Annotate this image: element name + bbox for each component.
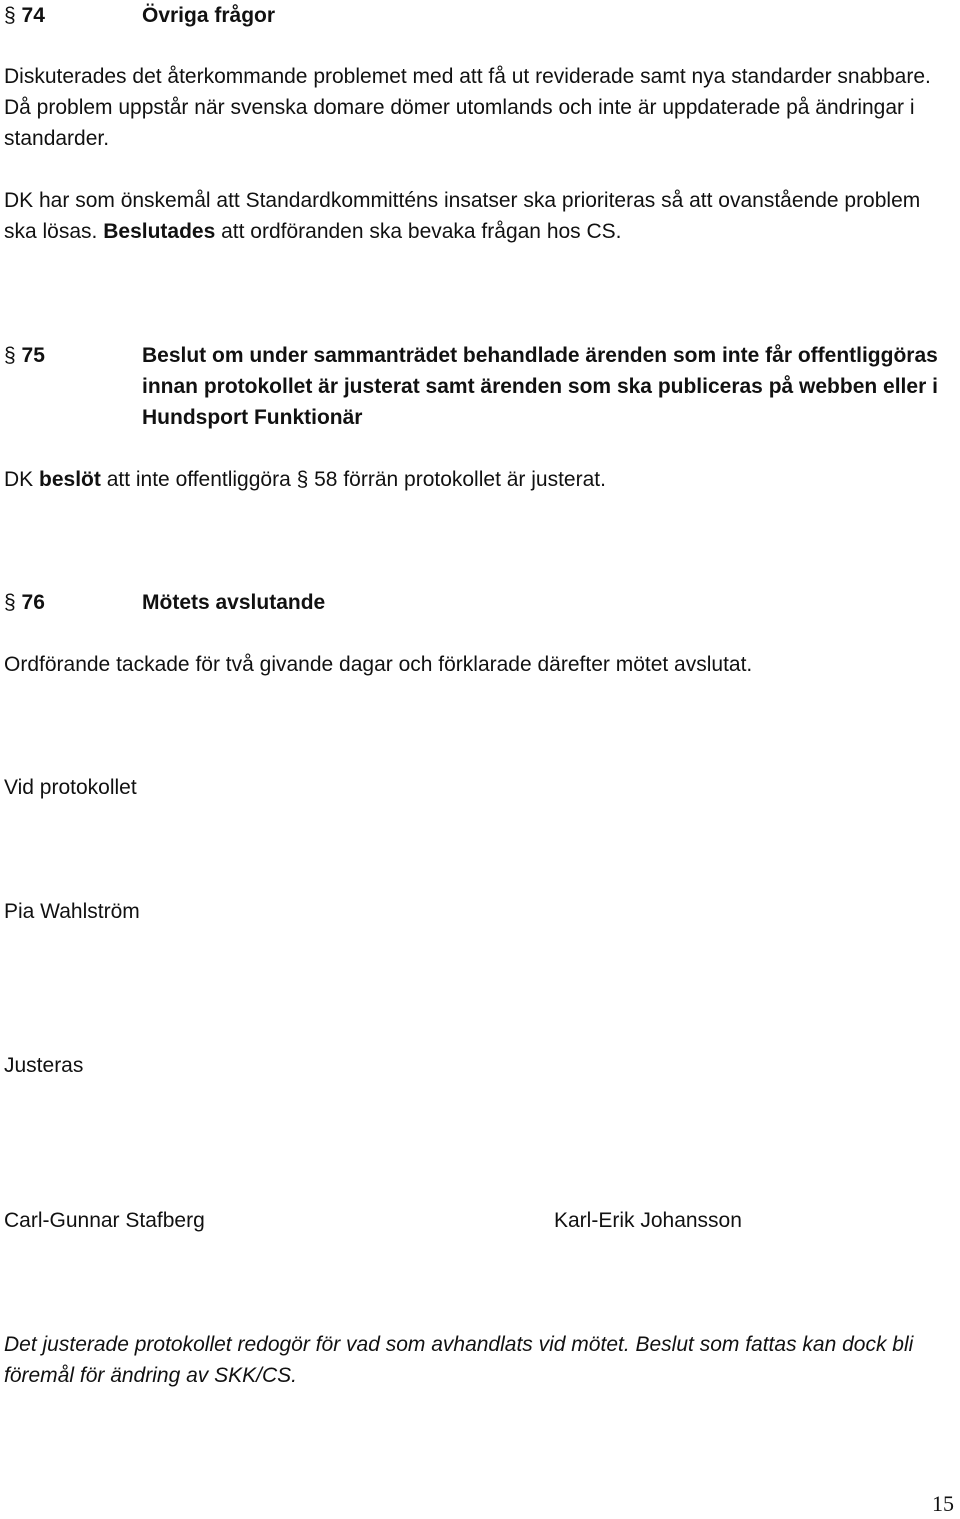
page-number: 15 bbox=[932, 1491, 954, 1516]
section-74-heading bbox=[4, 0, 948, 31]
footer-note: Det justerade protokollet redogör för vad som avhandlats vid mötet. Beslut som fattas kan dock bli föremål för ändring av SKK/CS. bbox=[4, 1333, 914, 1387]
section-74-number: § 74 bbox=[4, 4, 45, 27]
section-76-paragraph: Ordförande tackade för två givande dagar och förklarade därefter mötet avslutat. bbox=[4, 653, 753, 676]
secretary-name: Pia Wahlström bbox=[4, 900, 140, 923]
decision-word: beslöt bbox=[39, 468, 101, 491]
section-76-number: § 76 bbox=[4, 591, 45, 614]
protocol-label: Vid protokollet bbox=[4, 776, 137, 799]
section-76-heading bbox=[4, 587, 948, 618]
section-75-number: § 75 bbox=[4, 344, 45, 367]
adjuster-1-name: Carl-Gunnar Stafberg bbox=[4, 1209, 205, 1232]
section-75-paragraph: DK beslöt att inte offentliggöra § 58 förrän protokollet är justerat. bbox=[4, 468, 606, 491]
section-74-paragraph-1: Diskuterades det återkommande problemet med att få ut reviderade samt nya standarder snabbare. Då problem uppstår när svenska domare dömer utomlands och inte är uppdaterade på ändringar i standarder. bbox=[4, 65, 931, 150]
section-74-paragraph-2: DK har som önskemål att Standardkommitténs insatser ska prioriteras så att ovanstående problem ska lösas. Beslutades att ordföranden ska bevaka frågan hos CS. bbox=[4, 189, 921, 243]
section-74-title: Övriga frågor bbox=[142, 4, 276, 27]
adjuster-2-name: Karl-Erik Johansson bbox=[554, 1209, 742, 1232]
section-75-title: Beslut om under sammanträdet behandlade ärenden som inte får offentliggöras innan protokollet är justerat samt ärenden som ska publiceras på webben eller i Hundsport Funktionär bbox=[142, 344, 938, 429]
section-76-title: Mötets avslutande bbox=[142, 591, 326, 614]
decision-word: Beslutades bbox=[103, 220, 216, 243]
adjust-label: Justeras bbox=[4, 1054, 84, 1077]
